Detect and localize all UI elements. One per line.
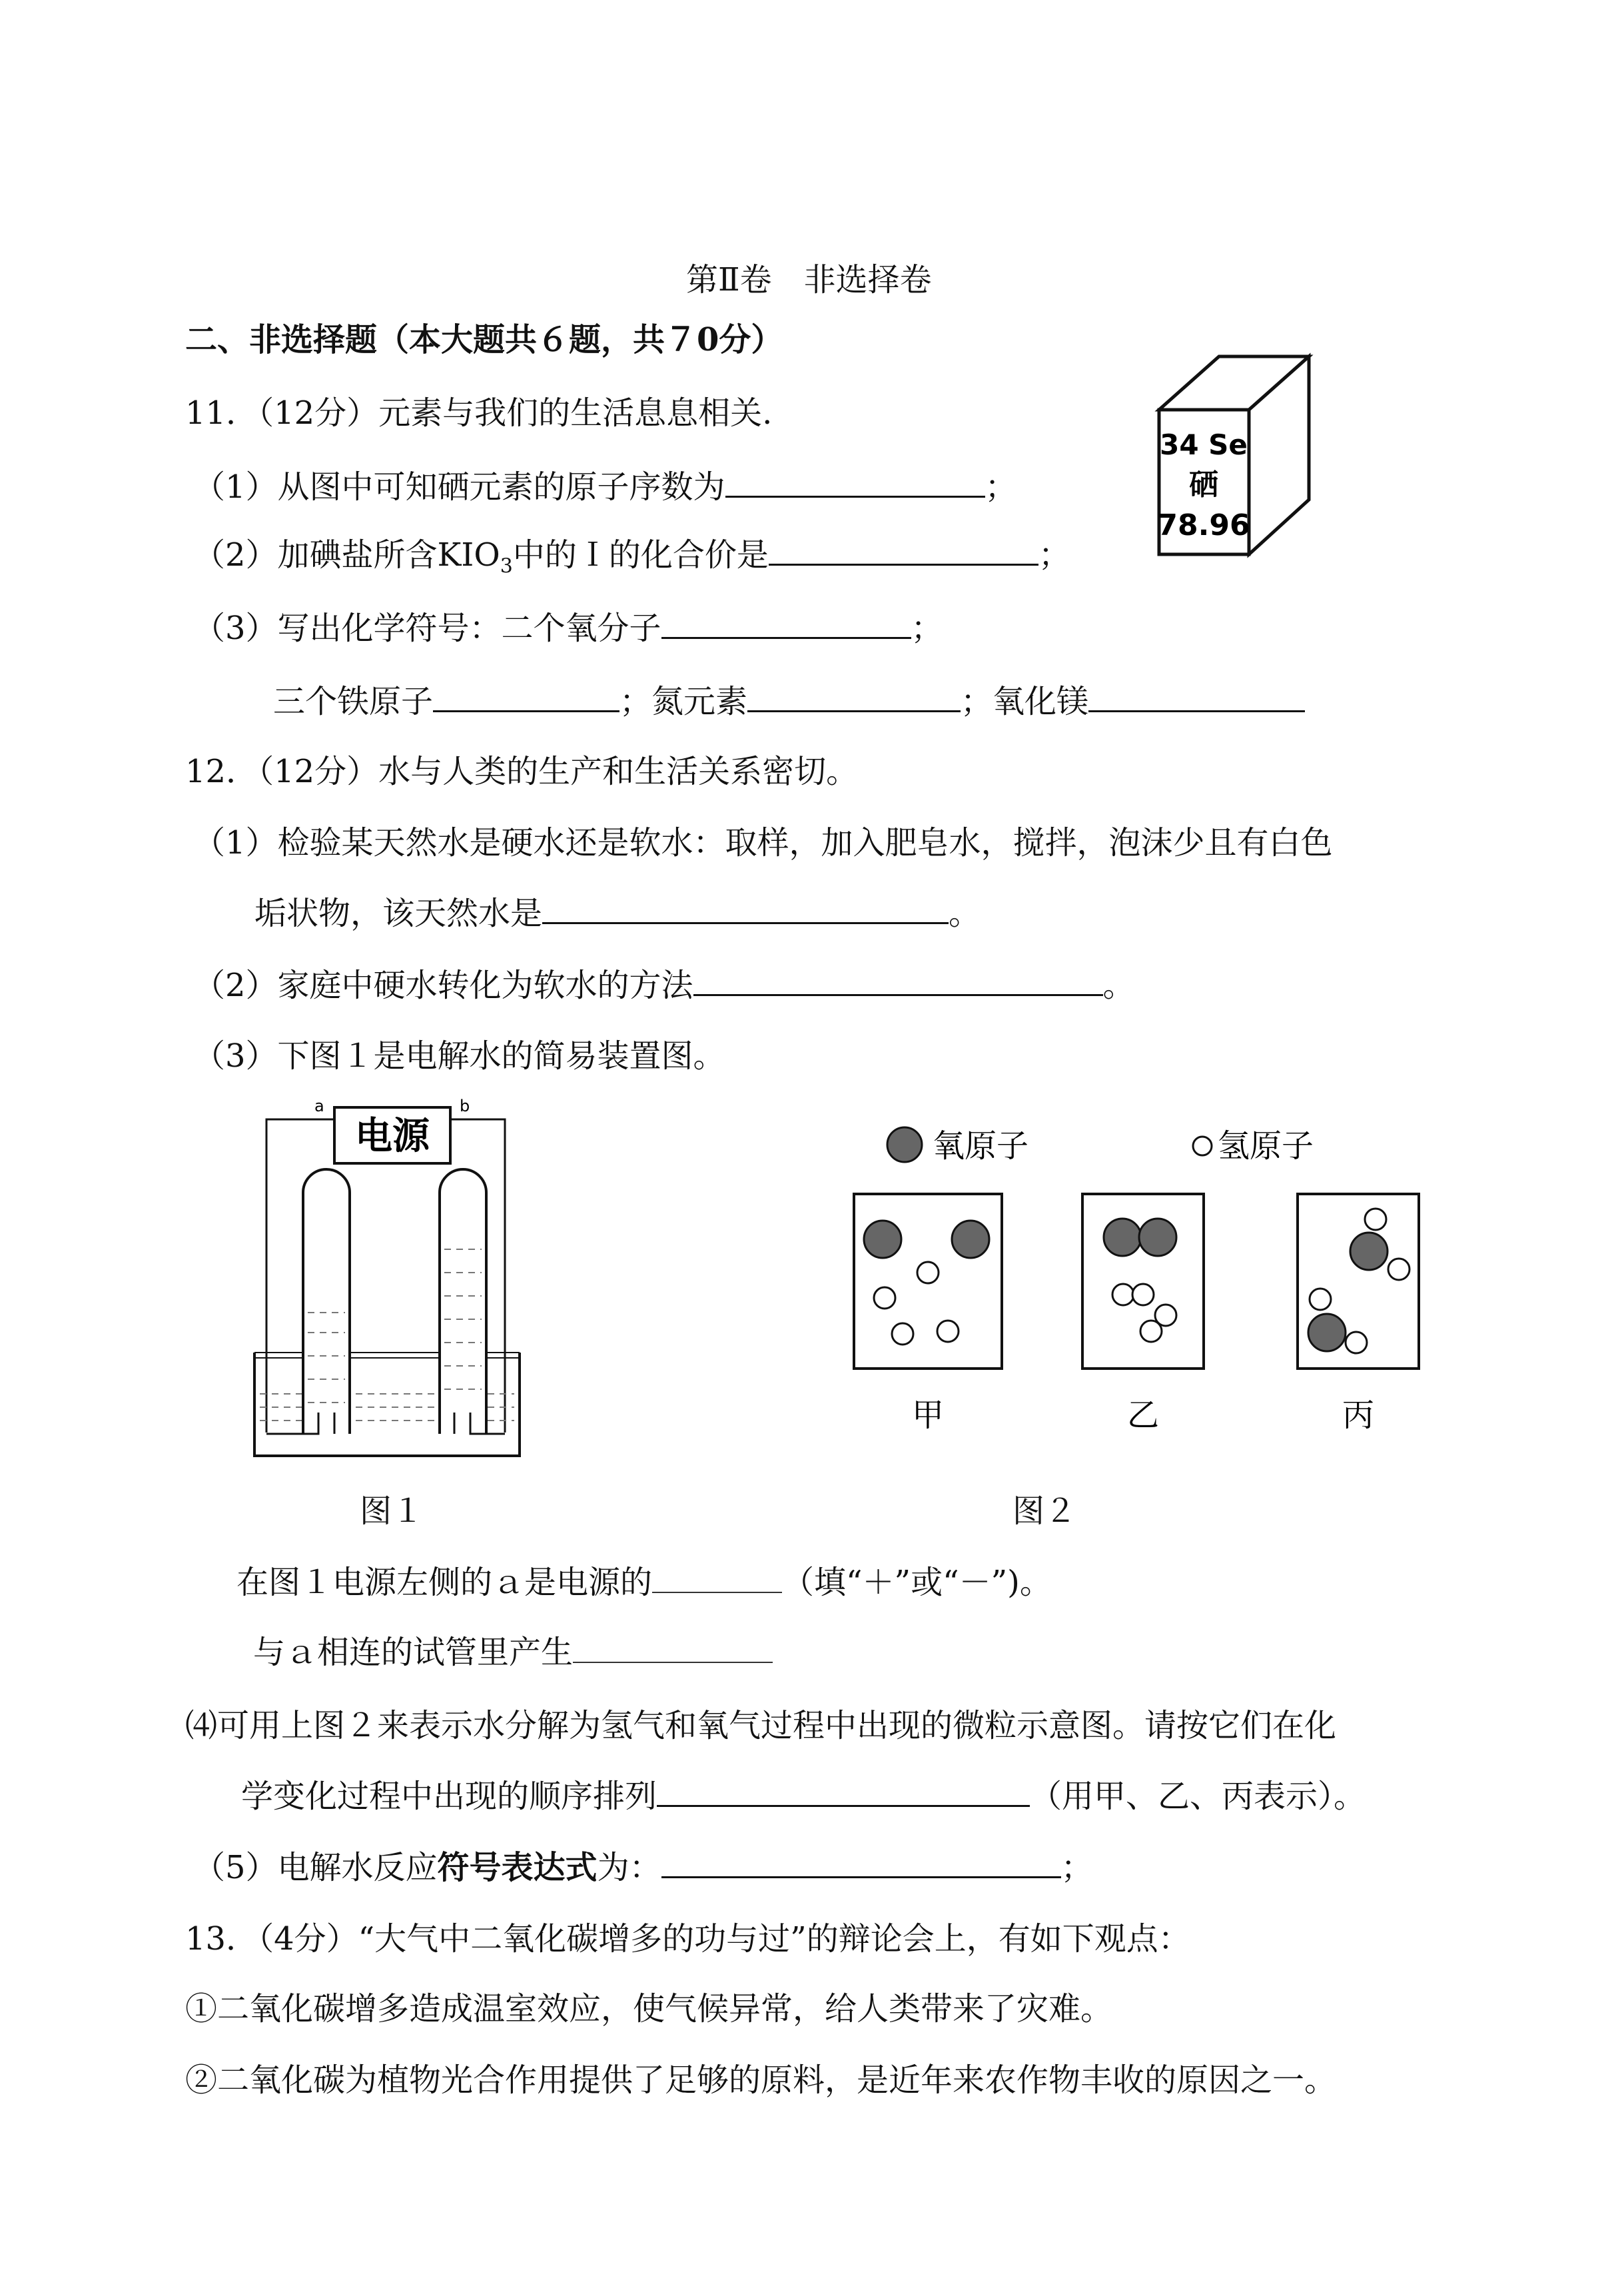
legend-hydrogen-atom	[1193, 1127, 1314, 1165]
q11-part1	[193, 466, 1017, 507]
q12-stem: 12．（12分）水与人类的生产和生活关系密切。	[185, 753, 859, 790]
q11-part3-text: （3）写出化学符号：二个氧分子	[193, 610, 661, 647]
answer-blank-nitrogen-element[interactable]	[747, 681, 961, 712]
figure-2-caption: 图２	[1012, 1492, 1077, 1530]
q12-part5-bold: 符号表达式	[437, 1849, 598, 1886]
q13-viewpoint-2: ②二氧化碳为植物光合作用提供了足够的原料，是近年来农作物丰收的原因之一。	[185, 2061, 1337, 2099]
hydrogen-atom-icon	[1193, 1137, 1212, 1155]
q11-part3-text-mgo: ；氧化镁	[961, 683, 1089, 720]
answer-blank-gas-produced[interactable]	[573, 1632, 773, 1663]
q12-part1-cont-text: 垢状物，该天然水是	[254, 895, 543, 932]
power-supply-label: 电源	[355, 1115, 430, 1158]
q12-part3: （3）下图１是电解水的简易装置图。	[193, 1037, 725, 1075]
q12-part1-cont	[254, 893, 981, 933]
answer-blank-equation[interactable]	[661, 1847, 1061, 1878]
q12-part3b-text: 与ａ相连的试管里产生	[253, 1634, 574, 1671]
q11-part1-text: （1）从图中可知硒元素的原子序数为	[193, 468, 725, 506]
selenium-element-card	[1146, 346, 1319, 566]
q11-part2	[193, 534, 1070, 578]
q11-part2-subscript: 3	[500, 554, 513, 578]
q12-part1-period: 。	[949, 895, 981, 932]
particle-box-bing	[1298, 1194, 1419, 1369]
section-heading: 二、非选择题（本大题共６题，共７0分）	[185, 321, 783, 358]
q12-part2-text: （2）家庭中硬水转化为软水的方法	[193, 967, 693, 1004]
legend-oxygen-label: 氧原子	[933, 1127, 1029, 1165]
q12-part4-cont-tail: （用甲、乙、丙表示）。	[1030, 1778, 1366, 1815]
answer-blank-sequence-order[interactable]	[657, 1776, 1030, 1807]
element-mass: 78.96	[1157, 508, 1250, 542]
box-label-jia: 甲	[911, 1397, 945, 1434]
q11-stem: 11．（12分）元素与我们的生活息息相关.	[185, 394, 773, 432]
q12-part3-question-b	[253, 1632, 773, 1672]
answer-blank-hard-soft[interactable]	[542, 893, 949, 924]
q11-part3-semicolon: ；	[911, 610, 943, 647]
answer-blank-atomic-number[interactable]	[725, 466, 985, 498]
answer-blank-valence[interactable]	[769, 534, 1038, 566]
q12-part5-text-a: （5）电解水反应	[193, 1849, 438, 1886]
q12-part3-question-a	[236, 1562, 1052, 1602]
terminal-b-label: b	[460, 1097, 470, 1115]
q12-part4: ⑷可用上图２来表示水分解为氢气和氧气过程中出现的微粒示意图。请按它们在化	[185, 1707, 1337, 1744]
element-number-symbol: 34 Se	[1160, 428, 1248, 461]
q11-part1-semicolon: ；	[985, 468, 1017, 506]
q12-part5-semicolon: ；	[1060, 1849, 1093, 1886]
q12-part2	[193, 965, 1135, 1005]
q11-part2-text-b: 中的Ｉ的化合价是	[512, 536, 769, 574]
q12-part2-period: 。	[1102, 967, 1135, 1004]
answer-blank-magnesium-oxide[interactable]	[1088, 681, 1305, 712]
element-name: 硒	[1189, 468, 1218, 502]
q12-part4-cont-text: 学变化过程中出现的顺序排列	[241, 1778, 657, 1815]
right-test-tube	[440, 1169, 486, 1434]
q11-part3-cont	[273, 681, 1305, 722]
particle-box-jia	[854, 1194, 1002, 1369]
legend-hydrogen-label: 氢原子	[1218, 1127, 1314, 1165]
answer-blank-three-iron-atoms[interactable]	[433, 681, 619, 712]
page-title: 第Ⅱ卷 非选择卷	[686, 261, 932, 298]
answer-blank-electrode-sign[interactable]	[652, 1562, 782, 1593]
q13-viewpoint-1: ①二氧化碳增多造成温室效应，使气候异常，给人类带来了灾难。	[185, 1990, 1113, 2027]
box-label-yi: 乙	[1126, 1397, 1160, 1434]
q12-part4-cont	[241, 1776, 1366, 1816]
q11-part2-text-a: （2）加碘盐所含KIO	[193, 536, 500, 574]
q12-part3a-text: 在图１电源左侧的ａ是电源的	[236, 1564, 653, 1601]
q13-stem: 13．（4分）“大气中二氧化碳增多的功与过”的辩论会上，有如下观点：	[185, 1920, 1190, 1958]
answer-blank-softening-method[interactable]	[693, 965, 1103, 996]
left-test-tube	[303, 1169, 350, 1434]
legend-oxygen-atom	[887, 1127, 1028, 1165]
q11-part3-text-nitrogen: ；氮元素	[619, 683, 748, 720]
answer-blank-two-oxygen-molecules[interactable]	[661, 608, 911, 639]
figure-2-particle-diagrams	[839, 1106, 1439, 1479]
q11-part2-semicolon: ；	[1038, 536, 1070, 574]
q12-part1: （1）检验某天然水是硬水还是软水：取样，加入肥皂水，搅拌，泡沫少且有白色	[193, 824, 1333, 861]
q12-part3a-tail: （填“＋”或“－”)。	[782, 1564, 1052, 1601]
oxygen-atom-icon	[887, 1127, 922, 1162]
box-label-bing: 丙	[1342, 1397, 1375, 1434]
q12-part5	[193, 1847, 1093, 1888]
power-supply	[334, 1107, 450, 1163]
q12-part5-text-b: 为：	[597, 1849, 661, 1886]
q11-part3	[193, 608, 943, 648]
terminal-a-label: a	[314, 1097, 324, 1115]
q11-part3-text-iron: 三个铁原子	[273, 683, 434, 720]
particle-box-yi	[1082, 1194, 1204, 1369]
figure-1-caption: 图１	[360, 1492, 424, 1530]
figure-1-electrolysis-apparatus	[240, 1093, 546, 1472]
